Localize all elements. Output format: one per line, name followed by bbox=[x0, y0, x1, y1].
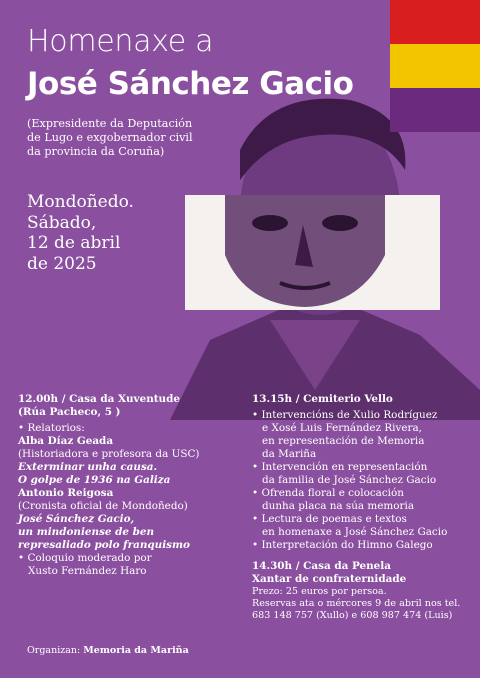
program-item: da Mariña bbox=[262, 448, 317, 460]
flag-yellow-stripe bbox=[390, 44, 480, 88]
program-morning bbox=[18, 393, 243, 578]
talk-title: José Sánchez Gacio, bbox=[18, 513, 135, 525]
morning-heading: 12.00h / Casa da Xuventude bbox=[18, 393, 180, 405]
talk-title: un mindoniense de ben bbox=[18, 526, 155, 538]
coloquio-line: Xusto Fernández Haro bbox=[28, 565, 147, 577]
morning-address: (Rúa Pacheco, 5 ) bbox=[18, 406, 121, 418]
talk-title: represaliado polo franquismo bbox=[18, 539, 190, 551]
program-item: en homenaxe a José Sánchez Gacio bbox=[262, 526, 448, 538]
lunch-title: Xantar de confraternidade bbox=[252, 573, 407, 585]
date-line: Sábado, bbox=[27, 212, 97, 233]
photo-band bbox=[185, 195, 440, 310]
program-item: • Intervencións de Xulio Rodríguez bbox=[252, 409, 477, 422]
title-line-1: Homenaxe a bbox=[27, 24, 214, 59]
republican-flag bbox=[390, 0, 480, 132]
speaker-name: Antonio Reigosa bbox=[18, 487, 114, 499]
subtitle-line: (Expresidente da Deputación bbox=[27, 117, 193, 130]
flag-purple-stripe bbox=[390, 88, 480, 132]
program-item: dunha placa na súa memoria bbox=[262, 500, 415, 512]
lunch-heading: 14.30h / Casa da Penela bbox=[252, 560, 391, 572]
program-item: da familia de José Sánchez Gacio bbox=[262, 474, 437, 486]
program-afternoon bbox=[252, 393, 477, 622]
talk-title: O golpe de 1936 na Galiza bbox=[18, 474, 171, 486]
organizers bbox=[27, 645, 189, 656]
subtitle-line: de Lugo e exgobernador civil bbox=[27, 131, 193, 144]
flag-red-stripe bbox=[390, 0, 480, 44]
date-line: 12 de abril bbox=[27, 233, 121, 253]
organizers-label: Organizan: bbox=[27, 645, 81, 656]
date-line: Mondoñedo. bbox=[27, 192, 134, 212]
subtitle-line: da provincia da Coruña) bbox=[27, 145, 165, 158]
speaker-role: (Cronista oficial de Mondoñedo) bbox=[18, 500, 188, 512]
cemetery-heading: 13.15h / Cemiterio Vello bbox=[252, 393, 393, 405]
subtitle bbox=[27, 117, 237, 159]
event-date bbox=[27, 192, 134, 274]
program-item: • Lectura de poemas e textos bbox=[252, 513, 477, 526]
coloquio-line: • Coloquio moderado por bbox=[18, 552, 243, 565]
price-line: Prezo: 25 euros por persoa. bbox=[252, 586, 387, 597]
date-line: de 2025 bbox=[27, 253, 97, 274]
price-line: 683 148 757 (Xullo) e 608 987 474 (Luis) bbox=[252, 610, 453, 621]
talk-title: Exterminar unha causa. bbox=[18, 461, 158, 473]
program-item: • Intervención en representación bbox=[252, 461, 477, 474]
title-line-2: José Sánchez Gacio bbox=[27, 66, 354, 102]
price-line: Reservas ata o mércores 9 de abril nos tel. bbox=[252, 598, 461, 609]
face-detail bbox=[185, 195, 440, 310]
program-item: • Ofrenda floral e colocación bbox=[252, 487, 477, 500]
program-item: e Xosé Luis Fernández Rivera, bbox=[262, 422, 422, 434]
organizers-name: Memoria da Mariña bbox=[83, 645, 189, 656]
program-item: • Interpretación do Himno Galego bbox=[252, 539, 477, 552]
relatorios-label: • Relatorios: bbox=[18, 422, 243, 435]
speaker-role: (Historiadora e profesora da USC) bbox=[18, 448, 200, 460]
program-item: en representación de Memoria bbox=[262, 435, 425, 447]
speaker-name: Alba Díaz Geada bbox=[18, 435, 114, 447]
